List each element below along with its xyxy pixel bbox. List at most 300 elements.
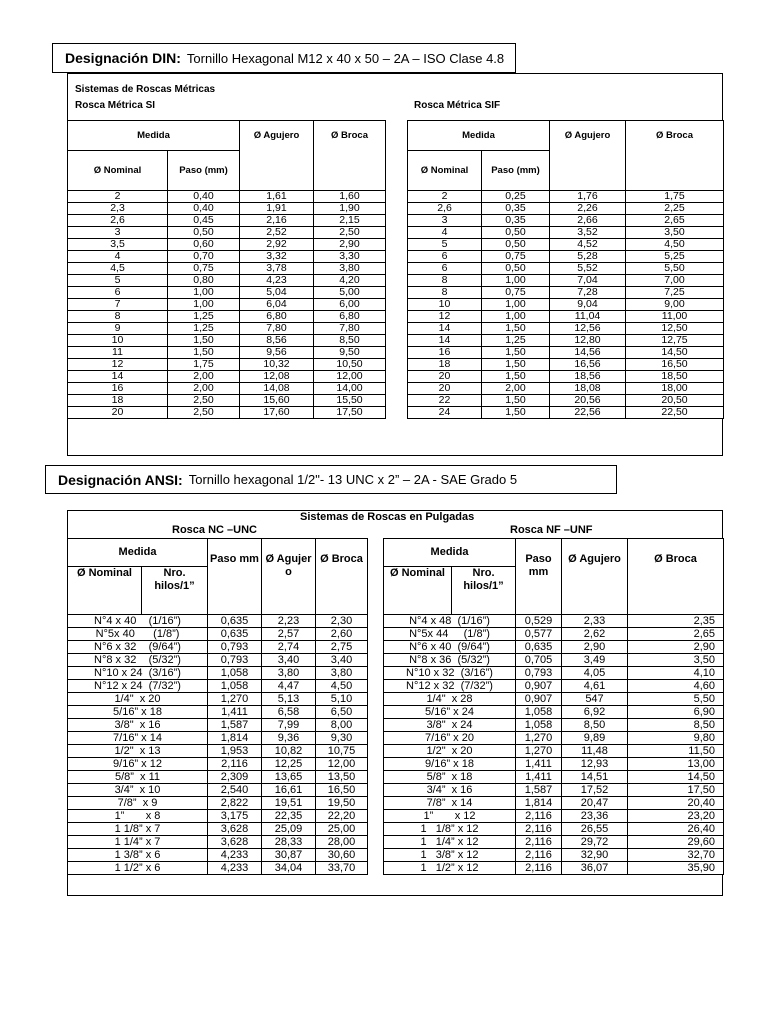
- table-row: [68, 227, 386, 239]
- broca-cell: 1,60: [314, 191, 386, 203]
- table-row: [68, 299, 386, 311]
- broca-cell: 14,50: [628, 771, 724, 784]
- nc-h-medida: Medida: [68, 539, 208, 567]
- medida-cell: 1 1/8” x 7: [68, 823, 208, 836]
- nominal-cell: 12: [68, 359, 168, 371]
- broca-cell: 6,00: [314, 299, 386, 311]
- broca-cell: 3,50: [626, 227, 724, 239]
- table-row: [68, 680, 368, 693]
- table-row: [408, 263, 724, 275]
- table-row: [68, 745, 368, 758]
- table-row: [68, 732, 368, 745]
- table-row: [384, 667, 724, 680]
- medida-cell: 1 1/8” x 12: [384, 823, 516, 836]
- table-row: [68, 383, 386, 395]
- din-label: Designación DIN:: [65, 50, 181, 66]
- broca-cell: 23,20: [628, 810, 724, 823]
- nominal-cell: 14: [68, 371, 168, 383]
- agujero-cell: 5,13: [262, 693, 316, 706]
- broca-cell: 12,50: [626, 323, 724, 335]
- paso-cell: 0,25: [482, 191, 550, 203]
- broca-cell: 2,90: [314, 239, 386, 251]
- agujero-cell: 23,36: [562, 810, 628, 823]
- sif-h-nominal: Ø Nominal: [408, 151, 482, 191]
- ansi-text: Tornillo hexagonal 1/2"- 13 UNC x 2” – 2A - SAE Grado 5: [188, 472, 518, 487]
- agujero-cell: 2,16: [240, 215, 314, 227]
- agujero-cell: 547: [562, 693, 628, 706]
- agujero-cell: 2,57: [262, 628, 316, 641]
- broca-cell: 28,00: [316, 836, 368, 849]
- agujero-cell: 12,56: [550, 323, 626, 335]
- nominal-cell: 6: [408, 251, 482, 263]
- paso-cell: 0,40: [168, 203, 240, 215]
- table-row: [68, 191, 386, 203]
- agujero-cell: 17,52: [562, 784, 628, 797]
- agujero-cell: 28,33: [262, 836, 316, 849]
- nominal-cell: 4: [68, 251, 168, 263]
- agujero-cell: 9,36: [262, 732, 316, 745]
- broca-cell: 30,60: [316, 849, 368, 862]
- agujero-cell: 18,56: [550, 371, 626, 383]
- broca-cell: 20,40: [628, 797, 724, 810]
- nominal-cell: 2: [68, 191, 168, 203]
- table-row: [408, 371, 724, 383]
- broca-cell: 25,00: [316, 823, 368, 836]
- agujero-cell: 34,04: [262, 862, 316, 875]
- paso-cell: 1,00: [168, 299, 240, 311]
- nominal-cell: 14: [408, 323, 482, 335]
- paso-cell: 2,822: [208, 797, 262, 810]
- table-row: [68, 239, 386, 251]
- nominal-cell: 6: [408, 263, 482, 275]
- nf-h-broca: Ø Broca: [628, 539, 724, 615]
- broca-cell: 5,50: [628, 693, 724, 706]
- agujero-cell: 26,55: [562, 823, 628, 836]
- paso-cell: 1,00: [168, 287, 240, 299]
- agujero-cell: 2,66: [550, 215, 626, 227]
- paso-cell: 1,058: [516, 706, 562, 719]
- table-row: [408, 275, 724, 287]
- paso-cell: 2,116: [516, 849, 562, 862]
- paso-cell: 0,793: [208, 654, 262, 667]
- paso-cell: 2,309: [208, 771, 262, 784]
- paso-cell: 2,540: [208, 784, 262, 797]
- medida-cell: 1 1/4” x 7: [68, 836, 208, 849]
- paso-cell: 1,25: [482, 335, 550, 347]
- table-row: [68, 654, 368, 667]
- table-row: [68, 203, 386, 215]
- table-row: [68, 215, 386, 227]
- medida-cell: N°5x 40 (1/8”): [68, 628, 208, 641]
- table-row: [384, 758, 724, 771]
- paso-cell: 1,270: [208, 693, 262, 706]
- nominal-cell: 5: [68, 275, 168, 287]
- agujero-cell: 2,23: [262, 615, 316, 628]
- medida-cell: N°6 x 32 (9/64”): [68, 641, 208, 654]
- medida-cell: 1 3/8” x 6: [68, 849, 208, 862]
- agujero-cell: 4,52: [550, 239, 626, 251]
- table-row: [68, 823, 368, 836]
- agujero-cell: 10,82: [262, 745, 316, 758]
- broca-cell: 2,65: [628, 628, 724, 641]
- table-row: [384, 628, 724, 641]
- agujero-cell: 3,49: [562, 654, 628, 667]
- paso-cell: 0,907: [516, 693, 562, 706]
- broca-cell: 17,50: [314, 407, 386, 419]
- table-row: [384, 706, 724, 719]
- paso-cell: 1,058: [208, 667, 262, 680]
- sif-h-agujero: Ø Agujero: [550, 121, 626, 191]
- paso-cell: 4,233: [208, 862, 262, 875]
- paso-cell: 0,793: [208, 641, 262, 654]
- sif-h-paso: Paso (mm): [482, 151, 550, 191]
- table-row: [68, 287, 386, 299]
- nominal-cell: 20: [68, 407, 168, 419]
- broca-cell: 3,80: [316, 667, 368, 680]
- paso-cell: 0,793: [516, 667, 562, 680]
- paso-cell: 1,50: [482, 407, 550, 419]
- table-row: [384, 784, 724, 797]
- paso-cell: 2,00: [482, 383, 550, 395]
- broca-cell: 2,15: [314, 215, 386, 227]
- medida-cell: 1/2" x 20: [384, 745, 516, 758]
- table-row: [408, 215, 724, 227]
- agujero-cell: 2,92: [240, 239, 314, 251]
- nominal-cell: 7: [68, 299, 168, 311]
- nf-h-medida: Medida: [384, 539, 516, 567]
- paso-cell: 1,50: [482, 323, 550, 335]
- broca-cell: 7,00: [626, 275, 724, 287]
- agujero-cell: 36,07: [562, 862, 628, 875]
- medida-cell: 1 3/8” x 12: [384, 849, 516, 862]
- agujero-cell: 11,04: [550, 311, 626, 323]
- table-row: [384, 797, 724, 810]
- table-row: [408, 203, 724, 215]
- broca-cell: 2,35: [628, 615, 724, 628]
- table-row: [384, 836, 724, 849]
- broca-cell: 1,75: [626, 191, 724, 203]
- paso-cell: 1,50: [482, 395, 550, 407]
- medida-cell: 5/16” x 24: [384, 706, 516, 719]
- paso-cell: 2,116: [516, 836, 562, 849]
- broca-cell: 20,50: [626, 395, 724, 407]
- paso-cell: 0,50: [482, 263, 550, 275]
- agujero-cell: 17,60: [240, 407, 314, 419]
- table-row: [384, 719, 724, 732]
- din-text: Tornillo Hexagonal M12 x 40 x 50 – 2A – ISO Clase 4.8: [186, 50, 505, 66]
- broca-cell: 14,00: [314, 383, 386, 395]
- sif-title: Rosca Métrica SIF: [414, 100, 501, 111]
- table-row: [408, 287, 724, 299]
- table-row: [68, 263, 386, 275]
- nf-h-agujero: Ø Agujero: [562, 539, 628, 615]
- medida-cell: 7/16” x 20: [384, 732, 516, 745]
- broca-cell: 5,25: [626, 251, 724, 263]
- broca-cell: 6,50: [316, 706, 368, 719]
- metric-sif-table: [407, 120, 724, 419]
- agujero-cell: 4,61: [562, 680, 628, 693]
- medida-cell: 5/16” x 18: [68, 706, 208, 719]
- ansi-label: Designación ANSI:: [58, 471, 183, 488]
- nominal-cell: 4,5: [68, 263, 168, 275]
- broca-cell: 8,50: [628, 719, 724, 732]
- si-h-paso: Paso (mm): [168, 151, 240, 191]
- paso-cell: 0,635: [208, 628, 262, 641]
- agujero-cell: 6,80: [240, 311, 314, 323]
- paso-cell: 0,907: [516, 680, 562, 693]
- paso-cell: 0,705: [516, 654, 562, 667]
- broca-cell: 4,10: [628, 667, 724, 680]
- si-title: Rosca Métrica SI: [75, 100, 156, 111]
- paso-cell: 1,75: [168, 359, 240, 371]
- paso-cell: 0,35: [482, 215, 550, 227]
- broca-cell: 6,90: [628, 706, 724, 719]
- nc-title: Rosca NC –UNC: [172, 524, 257, 536]
- paso-cell: 2,50: [168, 395, 240, 407]
- paso-cell: 1,25: [168, 323, 240, 335]
- paso-cell: 0,45: [168, 215, 240, 227]
- agujero-cell: 22,35: [262, 810, 316, 823]
- medida-cell: N°4 x 48 (1/16”): [384, 615, 516, 628]
- table-row: [408, 359, 724, 371]
- paso-cell: 1,50: [482, 371, 550, 383]
- agujero-cell: 4,47: [262, 680, 316, 693]
- nominal-cell: 8: [68, 311, 168, 323]
- medida-cell: N°8 x 32 (5/32”): [68, 654, 208, 667]
- broca-cell: 16,50: [316, 784, 368, 797]
- paso-cell: 0,635: [516, 641, 562, 654]
- paso-cell: 1,058: [516, 719, 562, 732]
- broca-cell: 18,00: [626, 383, 724, 395]
- table-row: [68, 359, 386, 371]
- nominal-cell: 24: [408, 407, 482, 419]
- agujero-cell: 6,92: [562, 706, 628, 719]
- nominal-cell: 16: [68, 383, 168, 395]
- nominal-cell: 9: [68, 323, 168, 335]
- table-row: [68, 615, 368, 628]
- medida-cell: 5/8” x 18: [384, 771, 516, 784]
- paso-cell: 1,00: [482, 275, 550, 287]
- agujero-cell: 3,80: [262, 667, 316, 680]
- table-row: [68, 810, 368, 823]
- table-row: [408, 395, 724, 407]
- table-row: [384, 732, 724, 745]
- table-row: [68, 862, 368, 875]
- nominal-cell: 18: [68, 395, 168, 407]
- paso-cell: 2,00: [168, 371, 240, 383]
- table-row: [68, 771, 368, 784]
- table-row: [384, 641, 724, 654]
- paso-cell: 1,411: [208, 706, 262, 719]
- sif-h-broca: Ø Broca: [626, 121, 724, 191]
- agujero-cell: 11,48: [562, 745, 628, 758]
- sif-h-medida: Medida: [408, 121, 550, 151]
- si-h-nominal: Ø Nominal: [68, 151, 168, 191]
- table-row: [68, 323, 386, 335]
- agujero-cell: 2,62: [562, 628, 628, 641]
- metric-si-table: [67, 120, 386, 419]
- nominal-cell: 2,6: [408, 203, 482, 215]
- broca-cell: 2,90: [628, 641, 724, 654]
- paso-cell: 1,25: [168, 311, 240, 323]
- agujero-cell: 16,61: [262, 784, 316, 797]
- table-row: [68, 347, 386, 359]
- nominal-cell: 2,3: [68, 203, 168, 215]
- paso-cell: 0,80: [168, 275, 240, 287]
- table-row: [68, 784, 368, 797]
- agujero-cell: 3,32: [240, 251, 314, 263]
- nf-h-paso: Paso mm: [516, 539, 562, 615]
- table-row: [68, 641, 368, 654]
- table-row: [384, 771, 724, 784]
- agujero-cell: 6,04: [240, 299, 314, 311]
- paso-cell: 2,116: [516, 862, 562, 875]
- table-row: [408, 383, 724, 395]
- broca-cell: 22,50: [626, 407, 724, 419]
- broca-cell: 13,50: [316, 771, 368, 784]
- table-row: [384, 654, 724, 667]
- table-row: [408, 227, 724, 239]
- broca-cell: 13,00: [628, 758, 724, 771]
- agujero-cell: 20,56: [550, 395, 626, 407]
- medida-cell: 1 1/2” x 12: [384, 862, 516, 875]
- paso-cell: 0,529: [516, 615, 562, 628]
- agujero-cell: 2,26: [550, 203, 626, 215]
- table-row: [408, 407, 724, 419]
- agujero-cell: 12,80: [550, 335, 626, 347]
- agujero-cell: 5,52: [550, 263, 626, 275]
- table-row: [384, 693, 724, 706]
- broca-cell: 26,40: [628, 823, 724, 836]
- medida-cell: 1 1/4” x 12: [384, 836, 516, 849]
- agujero-cell: 10,32: [240, 359, 314, 371]
- broca-cell: 3,40: [316, 654, 368, 667]
- medida-cell: 9/16” x 12: [68, 758, 208, 771]
- paso-cell: 1,50: [168, 335, 240, 347]
- broca-cell: 32,70: [628, 849, 724, 862]
- nc-h-nominal: Ø Nominal: [68, 567, 142, 615]
- nominal-cell: 11: [68, 347, 168, 359]
- paso-cell: 1,411: [516, 758, 562, 771]
- medida-cell: 3/8" x 24: [384, 719, 516, 732]
- medida-cell: 1” x 12: [384, 810, 516, 823]
- table-row: [68, 275, 386, 287]
- broca-cell: 9,30: [316, 732, 368, 745]
- broca-cell: 12,75: [626, 335, 724, 347]
- agujero-cell: 29,72: [562, 836, 628, 849]
- medida-cell: N°12 x 32 (7/32”): [384, 680, 516, 693]
- medida-cell: 7/8” x 9: [68, 797, 208, 810]
- medida-cell: 9/16” x 18: [384, 758, 516, 771]
- nc-h-broca: Ø Broca: [316, 539, 368, 615]
- broca-cell: 4,20: [314, 275, 386, 287]
- broca-cell: 10,50: [314, 359, 386, 371]
- broca-cell: 5,50: [626, 263, 724, 275]
- agujero-cell: 8,50: [562, 719, 628, 732]
- table-row: [384, 745, 724, 758]
- medida-cell: 7/8” x 14: [384, 797, 516, 810]
- medida-cell: 1/2" x 13: [68, 745, 208, 758]
- agujero-cell: 2,90: [562, 641, 628, 654]
- broca-cell: 4,50: [316, 680, 368, 693]
- broca-cell: 7,25: [626, 287, 724, 299]
- agujero-cell: 3,52: [550, 227, 626, 239]
- paso-cell: 0,75: [482, 251, 550, 263]
- nominal-cell: 6: [68, 287, 168, 299]
- agujero-cell: 25,09: [262, 823, 316, 836]
- paso-cell: 1,00: [482, 299, 550, 311]
- si-h-agujero: Ø Agujero: [240, 121, 314, 191]
- agujero-cell: 1,76: [550, 191, 626, 203]
- broca-cell: 8,00: [316, 719, 368, 732]
- broca-cell: 3,30: [314, 251, 386, 263]
- broca-cell: 22,20: [316, 810, 368, 823]
- broca-cell: 2,75: [316, 641, 368, 654]
- table-row: [408, 239, 724, 251]
- paso-cell: 0,50: [168, 227, 240, 239]
- agujero-cell: 7,99: [262, 719, 316, 732]
- agujero-cell: 9,56: [240, 347, 314, 359]
- nominal-cell: 18: [408, 359, 482, 371]
- agujero-cell: 14,51: [562, 771, 628, 784]
- paso-cell: 2,116: [208, 758, 262, 771]
- paso-cell: 1,270: [516, 745, 562, 758]
- medida-cell: 1” x 8: [68, 810, 208, 823]
- broca-cell: 12,00: [314, 371, 386, 383]
- paso-cell: 2,116: [516, 810, 562, 823]
- nominal-cell: 3,5: [68, 239, 168, 251]
- nominal-cell: 5: [408, 239, 482, 251]
- paso-cell: 3,628: [208, 823, 262, 836]
- nominal-cell: 14: [408, 335, 482, 347]
- medida-cell: 7/16” x 14: [68, 732, 208, 745]
- broca-cell: 8,50: [314, 335, 386, 347]
- paso-cell: 0,40: [168, 191, 240, 203]
- medida-cell: 3/8" x 16: [68, 719, 208, 732]
- nc-h-paso: Paso mm: [208, 539, 262, 615]
- paso-cell: 2,50: [168, 407, 240, 419]
- broca-cell: 33,70: [316, 862, 368, 875]
- table-row: [68, 836, 368, 849]
- agujero-cell: 22,56: [550, 407, 626, 419]
- table-row: [384, 810, 724, 823]
- paso-cell: 1,411: [516, 771, 562, 784]
- paso-cell: 1,953: [208, 745, 262, 758]
- medida-cell: N°5x 44 (1/8”): [384, 628, 516, 641]
- ansi-designation: [45, 465, 617, 494]
- table-row: [68, 693, 368, 706]
- broca-cell: 2,65: [626, 215, 724, 227]
- broca-cell: 11,50: [628, 745, 724, 758]
- broca-cell: 9,00: [626, 299, 724, 311]
- paso-cell: 0,75: [168, 263, 240, 275]
- paso-cell: 1,50: [482, 347, 550, 359]
- agujero-cell: 15,60: [240, 395, 314, 407]
- table-row: [68, 849, 368, 862]
- table-row: [384, 680, 724, 693]
- agujero-cell: 3,78: [240, 263, 314, 275]
- table-row: [68, 706, 368, 719]
- table-row: [408, 299, 724, 311]
- agujero-cell: 8,56: [240, 335, 314, 347]
- broca-cell: 10,75: [316, 745, 368, 758]
- broca-cell: 5,10: [316, 693, 368, 706]
- table-row: [408, 191, 724, 203]
- broca-cell: 15,50: [314, 395, 386, 407]
- paso-cell: 0,35: [482, 203, 550, 215]
- medida-cell: 5/8” x 11: [68, 771, 208, 784]
- si-h-broca: Ø Broca: [314, 121, 386, 191]
